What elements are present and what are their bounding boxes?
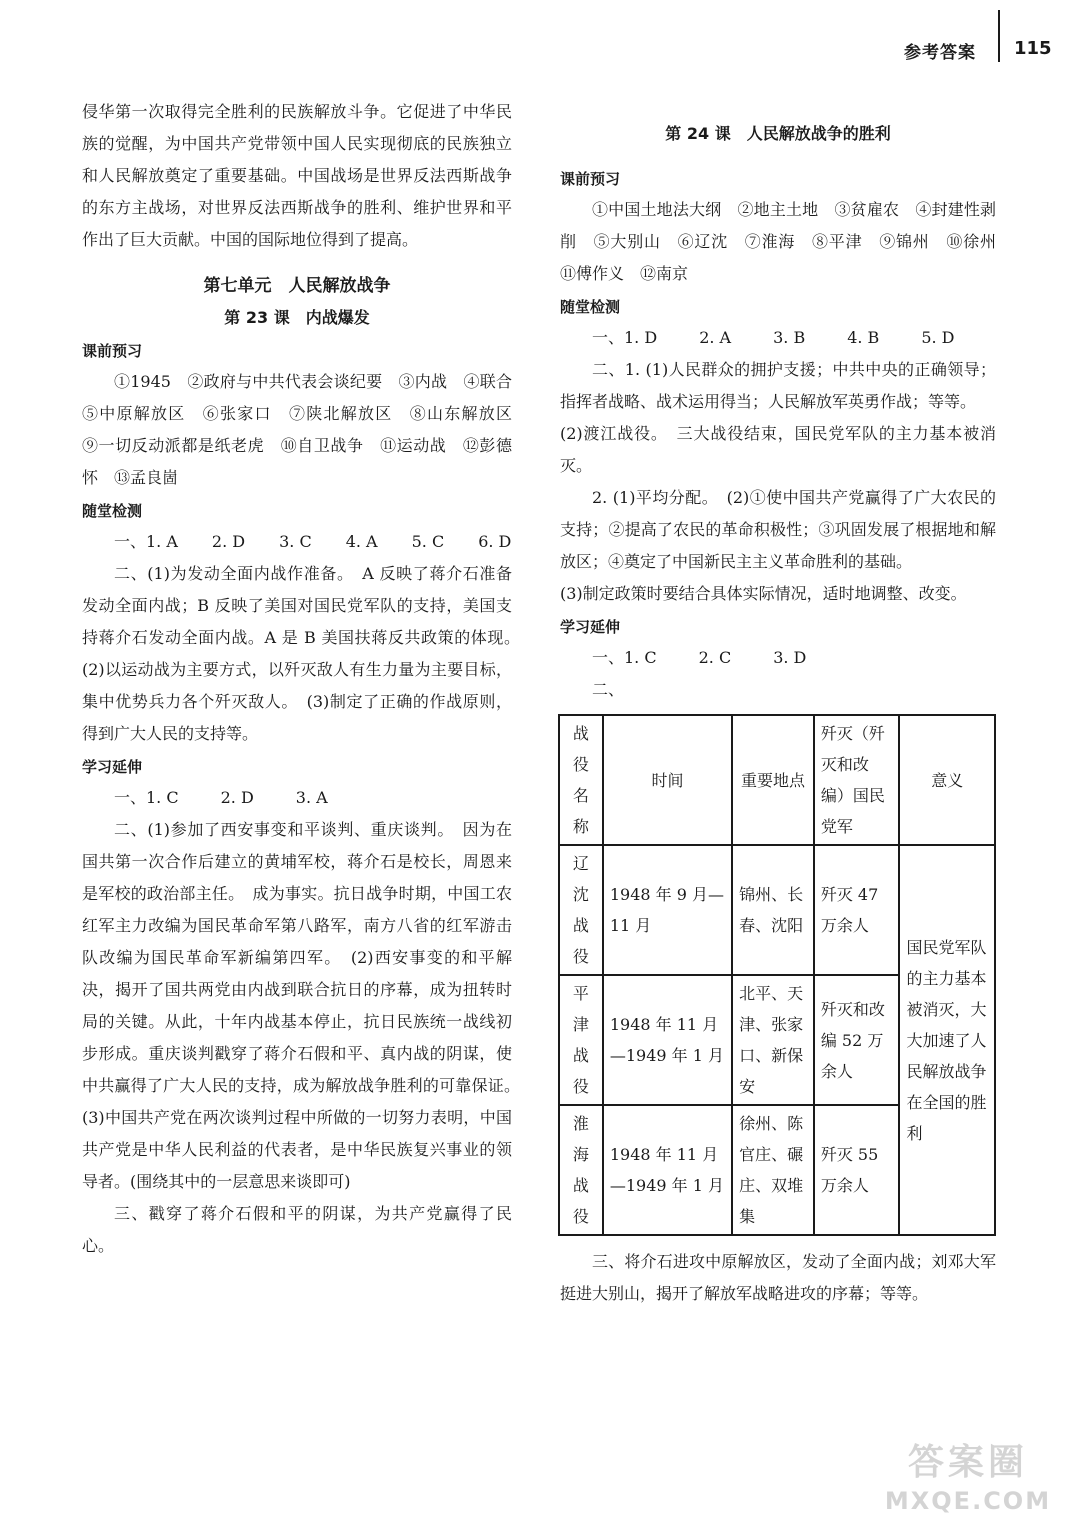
check-paragraph: (2)渡江战役。 三大战役结束，国民党军队的主力基本被消灭。	[560, 424, 996, 475]
lesson-title: 第 24 课 人民解放战争的胜利	[665, 124, 891, 143]
check-paragraph: 2. (1)平均分配。 (2)①使中国共产党赢得了广大农民的支持；②提高了农民的革命积极性；③巩固发展了根据地和解放区；④奠定了中国新民主主义革命胜利的基础。	[560, 488, 996, 571]
battle-time-cell: 1948 年 11 月—1949 年 1 月	[603, 1105, 732, 1235]
battles-table	[558, 714, 996, 1236]
answer-item: 4. B	[847, 328, 880, 347]
header-divider	[998, 10, 1000, 62]
answer-item: 4. A	[345, 532, 378, 551]
battle-time-cell: 1948 年 11 月—1949 年 1 月	[603, 975, 732, 1105]
answer-item: 3. C	[279, 532, 312, 551]
page-number: 115	[1014, 38, 1052, 59]
header-cell: 重要地点	[732, 715, 814, 845]
final-paragraph: 三、将介石进攻中原解放区，发动了全面内战；刘邓大军挺进大别山，揭开了解放军战略进攻的序幕；等等。	[560, 1252, 996, 1303]
answer-item: 2. D	[211, 532, 246, 551]
section-label: 参考答案	[904, 43, 976, 63]
answer-item: 一、1. C	[114, 788, 179, 807]
extend-answers	[560, 642, 996, 674]
watermark-logo	[880, 1440, 1056, 1522]
extend-heading: 学习延伸	[560, 618, 621, 636]
extend-heading: 学习延伸	[82, 758, 143, 776]
watermark-site: MXQE.COM	[884, 1487, 1052, 1515]
check-paragraph: 二、(1)为发动全面内战作准备。 A 反映了蒋介石准备发动全面内战；B 反映了美国对国民党军队的支持，美国支持蒋介石发动全面内战。A 是 B 美国扶蒋反共政策的体现。 (2)以运动战为主要方式，以歼灭敌人有生力量为主要目标，集中优势兵力各个歼灭敌人。 (3)制定了正确的作战原则，得到广大人民的支持等。	[82, 564, 529, 743]
answer-item: 2. A	[699, 328, 732, 347]
answer-item: 3. B	[773, 328, 806, 347]
left-column	[82, 96, 529, 1262]
preview-heading: 课前预习	[560, 170, 621, 188]
header-cell: 时间	[603, 715, 732, 845]
lesson-title: 第 23 课 内战爆发	[224, 308, 370, 327]
header-cell: 战役名称	[559, 715, 603, 845]
battle-name-cell: 淮海战役	[559, 1105, 603, 1235]
watermark-title: 答案圈	[907, 1442, 1028, 1483]
battle-result-cell: 歼灭和改编 52 万余人	[814, 975, 900, 1105]
extend-part2-label: 二、	[592, 680, 625, 699]
preview-answers: ①1945 ②政府与中共代表会谈纪要 ③内战 ④联合 ⑤中原解放区 ⑥张家口 ⑦陕北解放区 ⑧山东解放区 ⑨一切反动派都是纸老虎 ⑩自卫战争 ⑪运动战 ⑫彭德怀 ⑬孟良崮	[82, 372, 529, 487]
preview-heading: 课前预习	[82, 342, 143, 360]
check-answers	[82, 526, 512, 558]
answer-item: 一、1. C	[592, 648, 657, 667]
check-paragraph: 二、1. (1)人民群众的拥护支援；中共中央的正确领导；指挥者战略、战术运用得当；人民解放军英勇作战；等等。	[560, 360, 996, 411]
extend-paragraph: 二、(1)参加了西安事变和平谈判、重庆谈判。 因为在国共第一次合作后建立的黄埔军校，蒋介石是校长，周恩来是军校的政治部主任。 成为事实。抗日战争时期，中国工农红军主力改编为国民革命军第八路军，南方八省的红军游击队改编为国民革命军新编第四军。 (2)西安事变的和平解决，揭开了国共两党由内战到联合抗日的序幕，成为扭转时局的关键。从此，十年内战基本停止，抗日民族统一战线初步形成。重庆谈判戳穿了蒋介石假和平、真内战的阴谋，使中共赢得了广大人民的支持，成为解放战争胜利的可靠保证。 (3)中国共产党在两次谈判过程中所做的一切努力表明，中国共产党是中华人民利益的代表者，是中华民族复兴事业的领导者。(围绕其中的一层意思来谈即可)	[82, 820, 529, 1191]
significance-cell: 国民党军队的主力基本被消灭，大大加速了人民解放战争在全国的胜利	[899, 845, 995, 1235]
check-paragraph: (3)制定政策时要结合具体实际情况，适时地调整、改变。	[560, 584, 967, 603]
battle-name-cell: 辽沈战役	[559, 845, 603, 975]
header-cell: 意义	[899, 715, 995, 845]
final-paragraph: 三、戳穿了蒋介石假和平的阴谋，为共产党赢得了民心。	[82, 1204, 512, 1255]
battle-places-cell: 锦州、长春、沈阳	[732, 845, 814, 975]
table-header-row	[559, 715, 995, 845]
battle-places-cell: 徐州、陈官庄、碾庄、双堆集	[732, 1105, 814, 1235]
answer-item: 3. D	[773, 648, 807, 667]
battle-places-cell: 北平、天津、张家口、新保安	[732, 975, 814, 1105]
answer-item: 2. C	[698, 648, 732, 667]
answer-item: 3. A	[295, 788, 328, 807]
battle-result-cell: 歼灭 55 万余人	[814, 1105, 900, 1235]
check-answers	[560, 322, 996, 354]
right-column	[560, 118, 1013, 1310]
answer-item: 6. D	[478, 532, 512, 551]
check-heading: 随堂检测	[82, 502, 143, 520]
answer-item: 5. C	[411, 532, 445, 551]
check-heading: 随堂检测	[560, 298, 621, 316]
answer-item: 一、1. D	[592, 328, 658, 347]
answer-item: 一、1. A	[114, 532, 178, 551]
table-row	[559, 845, 995, 975]
intro-paragraph: 侵华第一次取得完全胜利的民族解放斗争。它促进了中华民族的觉醒，为中国共产党带领中国人民实现彻底的民族独立和人民解放奠定了重要基础。中国战场是世界反法西斯战争的东方主战场，对世界反法西斯战争的胜利、维护世界和平作出了巨大贡献。中国的国际地位得到了提高。	[82, 102, 512, 249]
battle-name-cell: 平津战役	[559, 975, 603, 1105]
unit-title: 第七单元 人民解放战争	[203, 276, 391, 296]
extend-answers	[82, 782, 512, 814]
preview-answers: ①中国土地法大纲 ②地主土地 ③贫雇农 ④封建性剥削 ⑤大别山 ⑥辽沈 ⑦淮海 ⑧平津 ⑨锦州 ⑩徐州 ⑪傅作义 ⑫南京	[560, 200, 1013, 283]
answer-item: 2. D	[220, 788, 254, 807]
answer-item: 5. D	[921, 328, 955, 347]
battle-time-cell: 1948 年 9 月—11 月	[603, 845, 732, 975]
header-cell: 歼灭（歼灭和改编）国民党军	[814, 715, 900, 845]
battle-result-cell: 歼灭 47 万余人	[814, 845, 900, 975]
